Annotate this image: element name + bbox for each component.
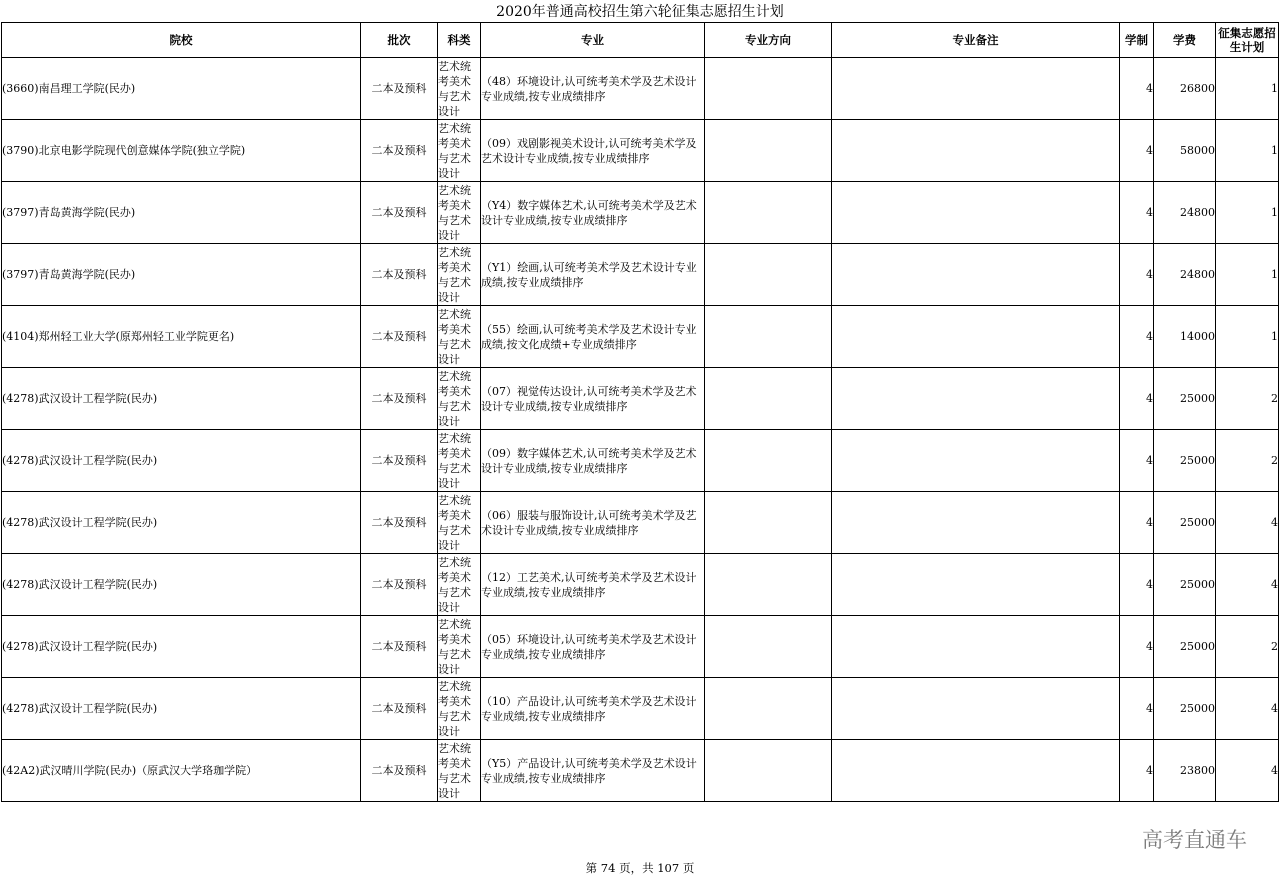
table-row bbox=[2, 616, 1279, 678]
cell-years: 4 bbox=[1120, 616, 1154, 678]
header-batch: 批次 bbox=[361, 23, 438, 58]
cell-fee: 26800 bbox=[1154, 58, 1216, 120]
page-number: 第 74 页，共 107 页 bbox=[585, 861, 695, 875]
cell-plan: 1 bbox=[1216, 182, 1279, 244]
cell-major: （Y1）绘画,认可统考美术学及艺术设计专业成绩,按专业成绩排序 bbox=[481, 244, 705, 306]
cell-batch: 二本及预科 bbox=[361, 740, 438, 802]
header-years: 学制 bbox=[1120, 23, 1154, 58]
cell-major: （12）工艺美术,认可统考美术学及艺术设计专业成绩,按专业成绩排序 bbox=[481, 554, 705, 616]
cell-direction bbox=[705, 306, 832, 368]
table-row bbox=[2, 740, 1279, 802]
header-type: 科类 bbox=[438, 23, 481, 58]
cell-direction bbox=[705, 554, 832, 616]
cell-school: (3797)青岛黄海学院(民办) bbox=[2, 244, 361, 306]
header-fee: 学费 bbox=[1154, 23, 1216, 58]
cell-batch: 二本及预科 bbox=[361, 554, 438, 616]
cell-direction bbox=[705, 368, 832, 430]
table-row bbox=[2, 306, 1279, 368]
cell-years: 4 bbox=[1120, 120, 1154, 182]
cell-batch: 二本及预科 bbox=[361, 58, 438, 120]
cell-type: 艺术统考美术与艺术设计 bbox=[438, 492, 481, 554]
cell-note bbox=[832, 182, 1120, 244]
cell-batch: 二本及预科 bbox=[361, 306, 438, 368]
cell-type: 艺术统考美术与艺术设计 bbox=[438, 120, 481, 182]
cell-fee: 24800 bbox=[1154, 244, 1216, 306]
cell-type: 艺术统考美术与艺术设计 bbox=[438, 678, 481, 740]
cell-major: （09）戏剧影视美术设计,认可统考美术学及艺术设计专业成绩,按专业成绩排序 bbox=[481, 120, 705, 182]
cell-note bbox=[832, 492, 1120, 554]
table-row bbox=[2, 182, 1279, 244]
cell-direction bbox=[705, 58, 832, 120]
cell-major: （09）数字媒体艺术,认可统考美术学及艺术设计专业成绩,按专业成绩排序 bbox=[481, 430, 705, 492]
brand-watermark: 高考直通车 bbox=[1142, 828, 1247, 852]
cell-batch: 二本及预科 bbox=[361, 430, 438, 492]
cell-type: 艺术统考美术与艺术设计 bbox=[438, 554, 481, 616]
cell-type: 艺术统考美术与艺术设计 bbox=[438, 306, 481, 368]
cell-school: (42A2)武汉晴川学院(民办)（原武汉大学珞珈学院） bbox=[2, 740, 361, 802]
cell-note bbox=[832, 616, 1120, 678]
document-title: 2020年普通高校招生第六轮征集志愿招生计划 bbox=[496, 4, 784, 20]
cell-plan: 4 bbox=[1216, 740, 1279, 802]
header-major: 专业 bbox=[481, 23, 705, 58]
cell-note bbox=[832, 430, 1120, 492]
cell-direction bbox=[705, 740, 832, 802]
cell-note bbox=[832, 554, 1120, 616]
cell-major: （05）环境设计,认可统考美术学及艺术设计专业成绩,按专业成绩排序 bbox=[481, 616, 705, 678]
cell-plan: 1 bbox=[1216, 120, 1279, 182]
cell-plan: 4 bbox=[1216, 554, 1279, 616]
cell-type: 艺术统考美术与艺术设计 bbox=[438, 368, 481, 430]
cell-fee: 23800 bbox=[1154, 740, 1216, 802]
cell-fee: 25000 bbox=[1154, 492, 1216, 554]
cell-batch: 二本及预科 bbox=[361, 616, 438, 678]
cell-school: (4278)武汉设计工程学院(民办) bbox=[2, 492, 361, 554]
cell-batch: 二本及预科 bbox=[361, 244, 438, 306]
cell-direction bbox=[705, 616, 832, 678]
cell-plan: 2 bbox=[1216, 616, 1279, 678]
cell-direction bbox=[705, 678, 832, 740]
table-row bbox=[2, 120, 1279, 182]
cell-years: 4 bbox=[1120, 368, 1154, 430]
cell-years: 4 bbox=[1120, 554, 1154, 616]
cell-major: （55）绘画,认可统考美术学及艺术设计专业成绩,按文化成绩+专业成绩排序 bbox=[481, 306, 705, 368]
cell-fee: 25000 bbox=[1154, 368, 1216, 430]
cell-note bbox=[832, 120, 1120, 182]
cell-years: 4 bbox=[1120, 492, 1154, 554]
cell-years: 4 bbox=[1120, 58, 1154, 120]
cell-type: 艺术统考美术与艺术设计 bbox=[438, 58, 481, 120]
cell-years: 4 bbox=[1120, 678, 1154, 740]
cell-fee: 24800 bbox=[1154, 182, 1216, 244]
cell-major: （07）视觉传达设计,认可统考美术学及艺术设计专业成绩,按专业成绩排序 bbox=[481, 368, 705, 430]
cell-direction bbox=[705, 244, 832, 306]
table-row bbox=[2, 244, 1279, 306]
table-row bbox=[2, 492, 1279, 554]
cell-batch: 二本及预科 bbox=[361, 182, 438, 244]
cell-batch: 二本及预科 bbox=[361, 120, 438, 182]
cell-plan: 1 bbox=[1216, 58, 1279, 120]
table-row bbox=[2, 58, 1279, 120]
cell-school: (3660)南昌理工学院(民办) bbox=[2, 58, 361, 120]
cell-batch: 二本及预科 bbox=[361, 492, 438, 554]
cell-major: （Y5）产品设计,认可统考美术学及艺术设计专业成绩,按专业成绩排序 bbox=[481, 740, 705, 802]
cell-major: （48）环境设计,认可统考美术学及艺术设计专业成绩,按专业成绩排序 bbox=[481, 58, 705, 120]
cell-school: (3790)北京电影学院现代创意媒体学院(独立学院) bbox=[2, 120, 361, 182]
header-direction: 专业方向 bbox=[705, 23, 832, 58]
cell-school: (4278)武汉设计工程学院(民办) bbox=[2, 678, 361, 740]
cell-years: 4 bbox=[1120, 244, 1154, 306]
cell-years: 4 bbox=[1120, 430, 1154, 492]
cell-fee: 14000 bbox=[1154, 306, 1216, 368]
cell-school: (4278)武汉设计工程学院(民办) bbox=[2, 616, 361, 678]
cell-school: (3797)青岛黄海学院(民办) bbox=[2, 182, 361, 244]
cell-fee: 58000 bbox=[1154, 120, 1216, 182]
cell-plan: 4 bbox=[1216, 492, 1279, 554]
cell-fee: 25000 bbox=[1154, 430, 1216, 492]
cell-years: 4 bbox=[1120, 182, 1154, 244]
cell-major: （06）服装与服饰设计,认可统考美术学及艺术设计专业成绩,按专业成绩排序 bbox=[481, 492, 705, 554]
cell-direction bbox=[705, 182, 832, 244]
admission-plan-table bbox=[1, 22, 1279, 802]
cell-school: (4278)武汉设计工程学院(民办) bbox=[2, 368, 361, 430]
cell-fee: 25000 bbox=[1154, 616, 1216, 678]
cell-plan: 4 bbox=[1216, 678, 1279, 740]
cell-type: 艺术统考美术与艺术设计 bbox=[438, 616, 481, 678]
header-school: 院校 bbox=[2, 23, 361, 58]
header-note: 专业备注 bbox=[832, 23, 1120, 58]
cell-note bbox=[832, 58, 1120, 120]
cell-fee: 25000 bbox=[1154, 554, 1216, 616]
table-row bbox=[2, 368, 1279, 430]
cell-note bbox=[832, 678, 1120, 740]
cell-plan: 2 bbox=[1216, 368, 1279, 430]
cell-plan: 2 bbox=[1216, 430, 1279, 492]
cell-plan: 1 bbox=[1216, 306, 1279, 368]
cell-school: (4104)郑州轻工业大学(原郑州轻工业学院更名) bbox=[2, 306, 361, 368]
cell-years: 4 bbox=[1120, 740, 1154, 802]
cell-school: (4278)武汉设计工程学院(民办) bbox=[2, 554, 361, 616]
header-plan: 征集志愿招生计划 bbox=[1216, 23, 1279, 58]
table-row bbox=[2, 430, 1279, 492]
cell-batch: 二本及预科 bbox=[361, 678, 438, 740]
cell-direction bbox=[705, 430, 832, 492]
cell-direction bbox=[705, 120, 832, 182]
cell-note bbox=[832, 306, 1120, 368]
cell-fee: 25000 bbox=[1154, 678, 1216, 740]
cell-type: 艺术统考美术与艺术设计 bbox=[438, 244, 481, 306]
cell-type: 艺术统考美术与艺术设计 bbox=[438, 740, 481, 802]
table-header-row bbox=[2, 23, 1279, 58]
cell-direction bbox=[705, 492, 832, 554]
cell-type: 艺术统考美术与艺术设计 bbox=[438, 430, 481, 492]
cell-school: (4278)武汉设计工程学院(民办) bbox=[2, 430, 361, 492]
cell-major: （Y4）数字媒体艺术,认可统考美术学及艺术设计专业成绩,按专业成绩排序 bbox=[481, 182, 705, 244]
table-row bbox=[2, 554, 1279, 616]
cell-note bbox=[832, 244, 1120, 306]
cell-note bbox=[832, 740, 1120, 802]
cell-years: 4 bbox=[1120, 306, 1154, 368]
cell-batch: 二本及预科 bbox=[361, 368, 438, 430]
cell-plan: 1 bbox=[1216, 244, 1279, 306]
cell-major: （10）产品设计,认可统考美术学及艺术设计专业成绩,按专业成绩排序 bbox=[481, 678, 705, 740]
cell-note bbox=[832, 368, 1120, 430]
table-row bbox=[2, 678, 1279, 740]
cell-type: 艺术统考美术与艺术设计 bbox=[438, 182, 481, 244]
